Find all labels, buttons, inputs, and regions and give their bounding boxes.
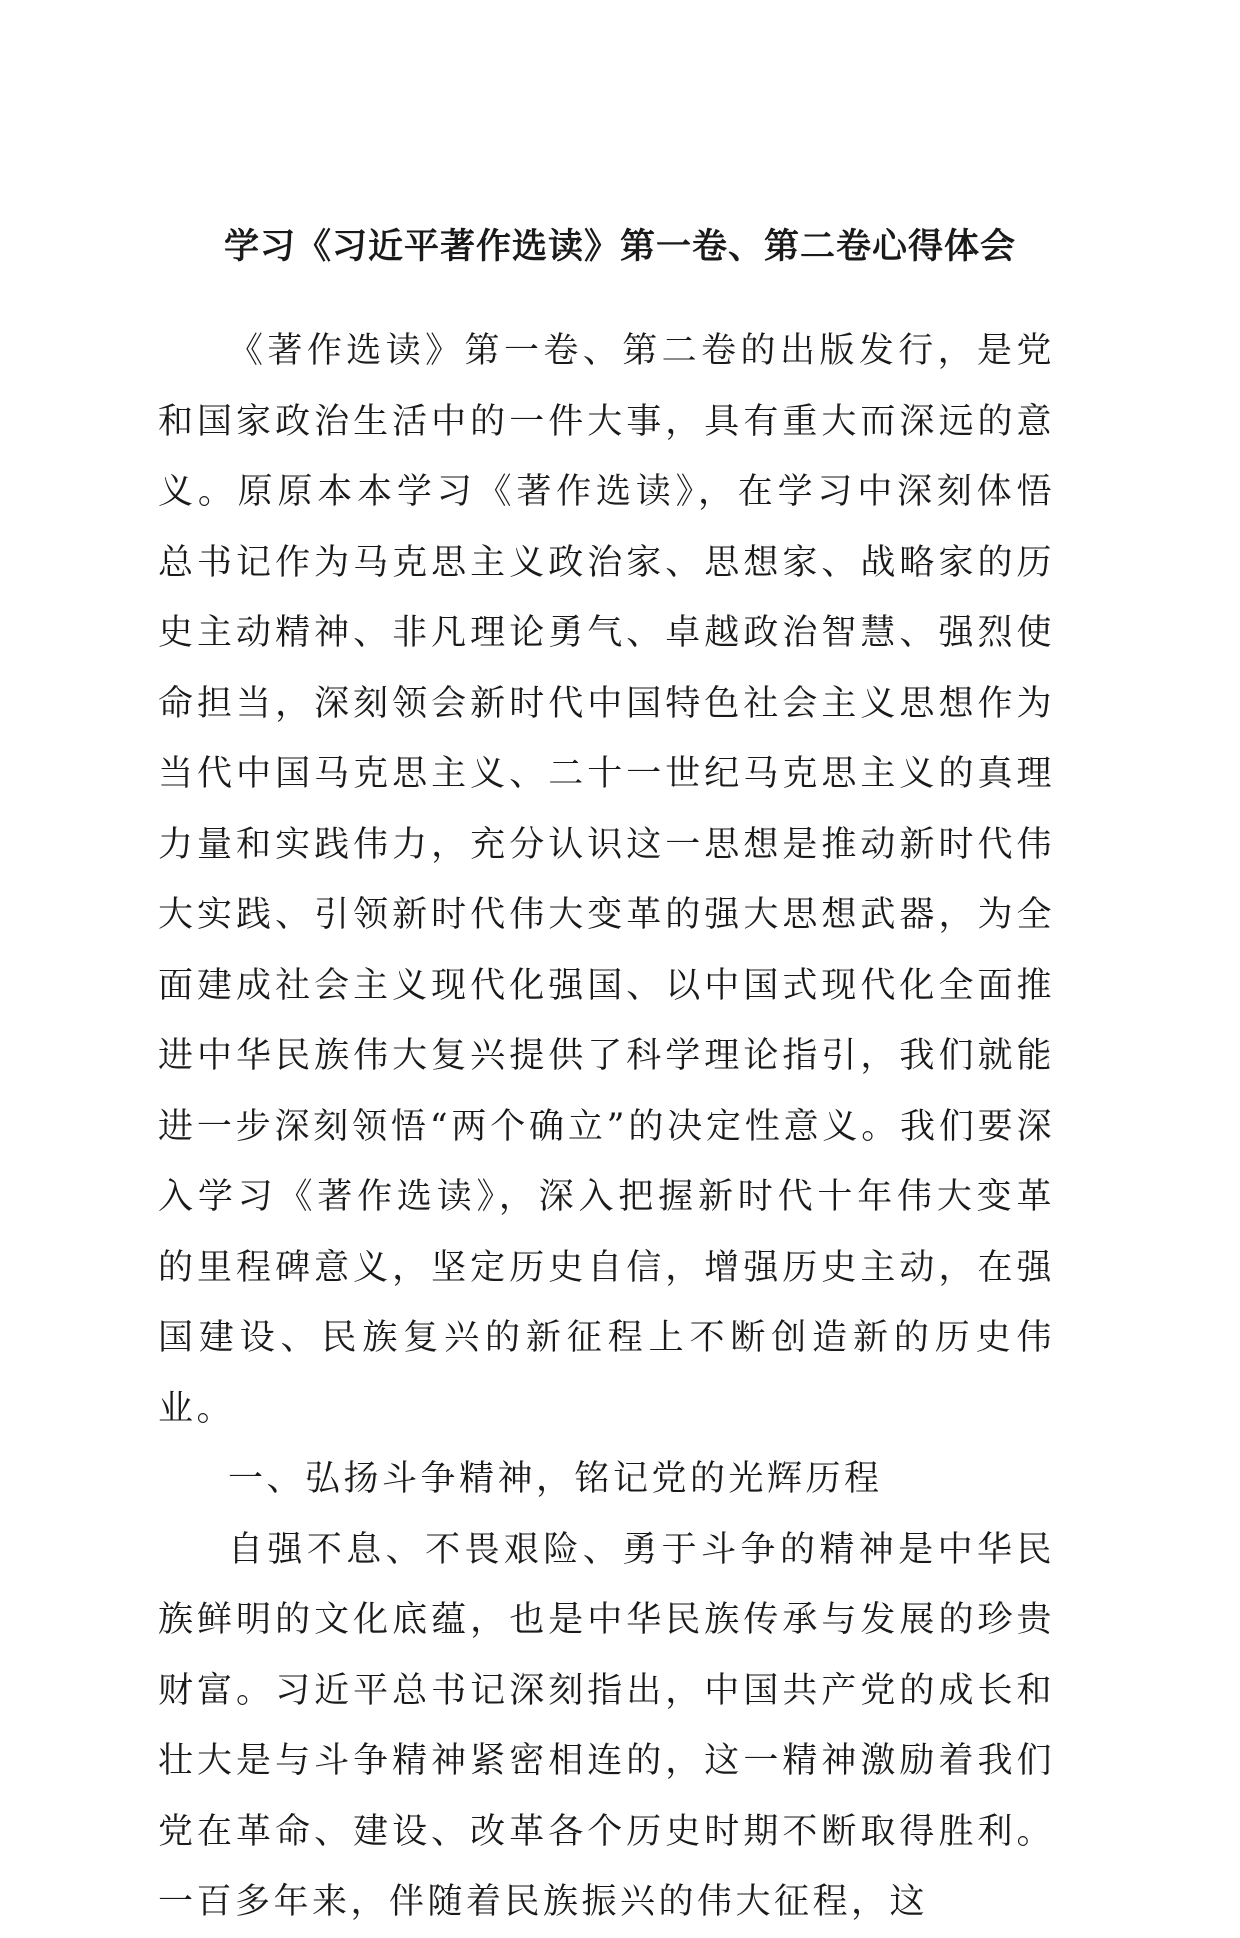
section-heading: 一、弘扬斗争精神，铭记党的光辉历程	[228, 1459, 883, 1499]
section-paragraph: 自强不息、不畏艰险、勇于斗争的精神是中华民族鲜明的文化底蕴，也是中华民族传承与发展的珍贵财富。习近平总书记深刻指出，中国共产党的成长和壮大是与斗争精神紧密相连的，这一精神激励着我们党在革命、建设、改革各个历史时期不断取得胜利。一百多年来，伴随着民族振兴的伟大征程，这	[158, 1529, 1055, 1922]
document-body	[158, 316, 1055, 1938]
document-title: 学习《习近平著作选读》第一卷、第二卷心得体会	[223, 227, 1016, 267]
intro-paragraph: 《著作选读》第一卷、第二卷的出版发行，是党和国家政治生活中的一件大事，具有重大而深远的意义。原原本本学习《著作选读》，在学习中深刻体悟总书记作为马克思主义政治家、思想家、战略家的历史主动精神、非凡理论勇气、卓越政治智慧、强烈使命担当，深刻领会新时代中国特色社会主义思想作为当代中国马克思主义、二十一世纪马克思主义的真理力量和实践伟力，充分认识这一思想是推动新时代伟大实践、引领新时代伟大变革的强大思想武器，为全面建成社会主义现代化强国、以中国式现代化全面推进中华民族伟大复兴提供了科学理论指引，我们就能进一步深刻领悟“两个确立”的决定性意义。我们要深入学习《著作选读》，深入把握新时代十年伟大变革的里程碑意义，坚定历史自信，增强历史主动，在强国建设、民族复兴的新征程上不断创造新的历史伟业。	[158, 331, 1055, 1429]
